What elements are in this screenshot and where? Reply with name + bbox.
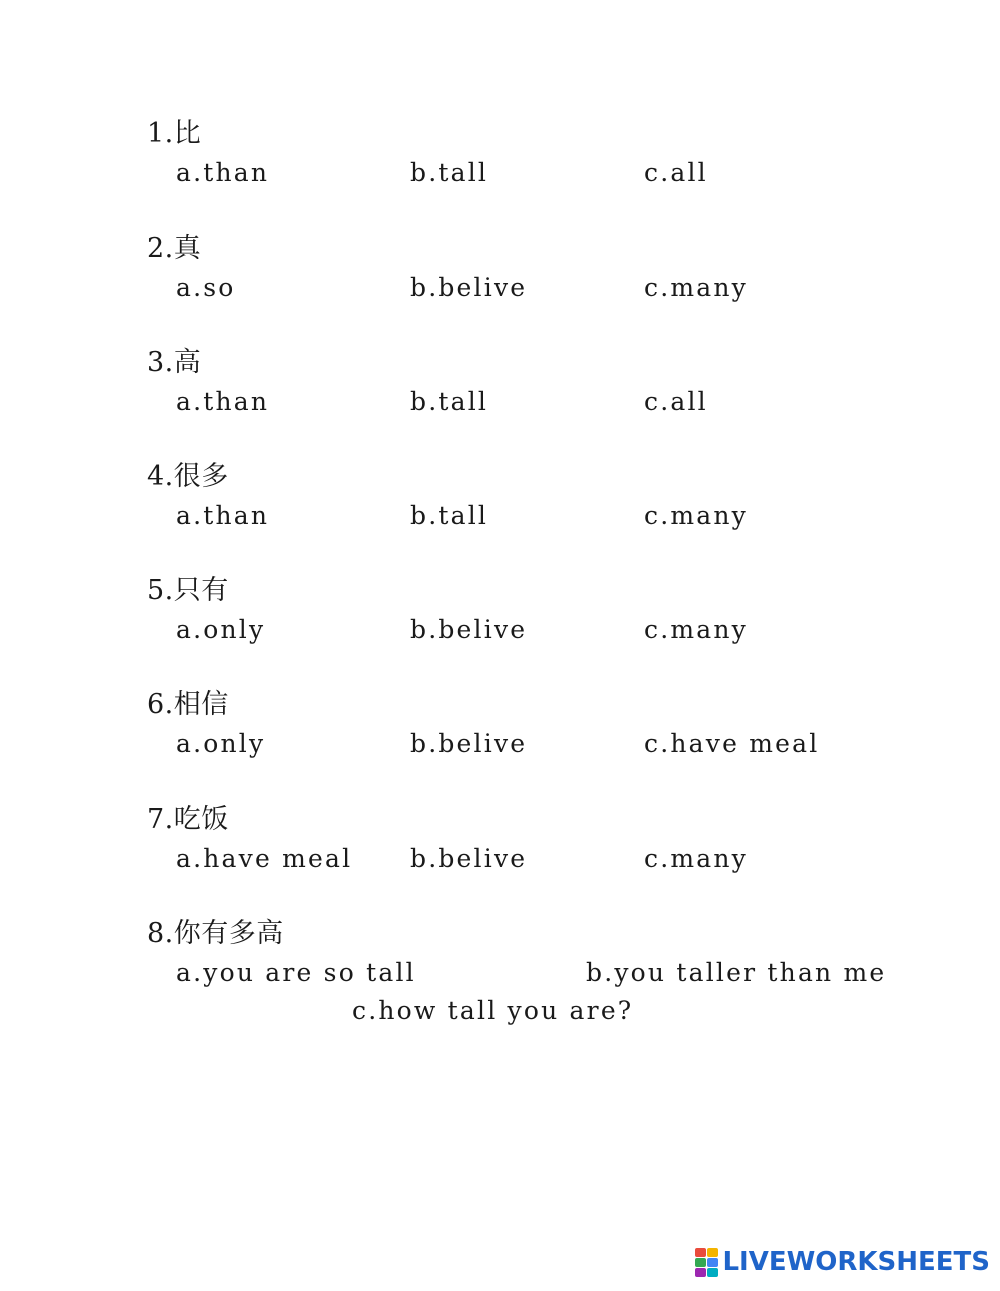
logo-block [695,1248,706,1257]
option-b[interactable]: b.belive [410,729,528,758]
question-prompt: 8.你有多高 [147,918,284,949]
question-options [147,727,927,761]
option-c[interactable]: c.many [644,615,748,644]
option-c[interactable]: c.all [644,158,708,187]
option-a[interactable]: a.have meal [176,844,353,873]
question-options [147,613,927,647]
question-options [147,385,927,419]
option-b[interactable]: b.tall [410,158,489,187]
option-a[interactable]: a.than [176,158,270,187]
question-options [147,956,927,1025]
option-b[interactable]: b.you taller than me [586,958,887,987]
liveworksheets-logo [695,1247,990,1277]
question-6 [147,689,927,761]
option-b[interactable]: b.belive [410,844,528,873]
option-a[interactable]: a.than [176,501,270,530]
question-4 [147,461,927,533]
question-prompt: 4.很多 [147,461,229,492]
option-c[interactable]: c.many [644,501,748,530]
option-a[interactable]: a.you are so tall [176,958,416,987]
question-options [147,271,927,305]
option-c[interactable]: c.all [644,387,708,416]
option-c[interactable]: c.have meal [644,729,820,758]
logo-text: LIVEWORKSHEETS [722,1247,990,1277]
question-5 [147,575,927,647]
option-c[interactable]: c.many [644,844,748,873]
question-options [147,842,927,876]
option-c[interactable]: c.many [644,273,748,302]
question-options [147,499,927,533]
question-options [147,156,927,190]
question-prompt: 3.高 [147,347,202,378]
question-1 [147,118,927,190]
question-3 [147,347,927,419]
question-prompt: 2.真 [147,233,202,264]
question-prompt: 7.吃饭 [147,804,229,835]
question-prompt: 6.相信 [147,689,229,720]
option-b[interactable]: b.tall [410,501,489,530]
option-a[interactable]: a.than [176,387,270,416]
option-a[interactable]: a.only [176,729,266,758]
logo-block [707,1248,718,1257]
question-prompt: 5.只有 [147,575,229,606]
question-prompt: 1.比 [147,118,202,149]
option-c[interactable]: c.how tall you are? [352,996,634,1025]
question-2 [147,233,927,305]
logo-block [707,1268,718,1277]
logo-block [695,1258,706,1267]
option-a[interactable]: a.so [176,273,236,302]
option-b[interactable]: b.belive [410,615,528,644]
logo-blocks-icon [695,1248,718,1277]
logo-block [707,1258,718,1267]
logo-block [695,1268,706,1277]
option-b[interactable]: b.belive [410,273,528,302]
question-7 [147,804,927,876]
option-a[interactable]: a.only [176,615,266,644]
question-8 [147,918,927,1025]
option-b[interactable]: b.tall [410,387,489,416]
